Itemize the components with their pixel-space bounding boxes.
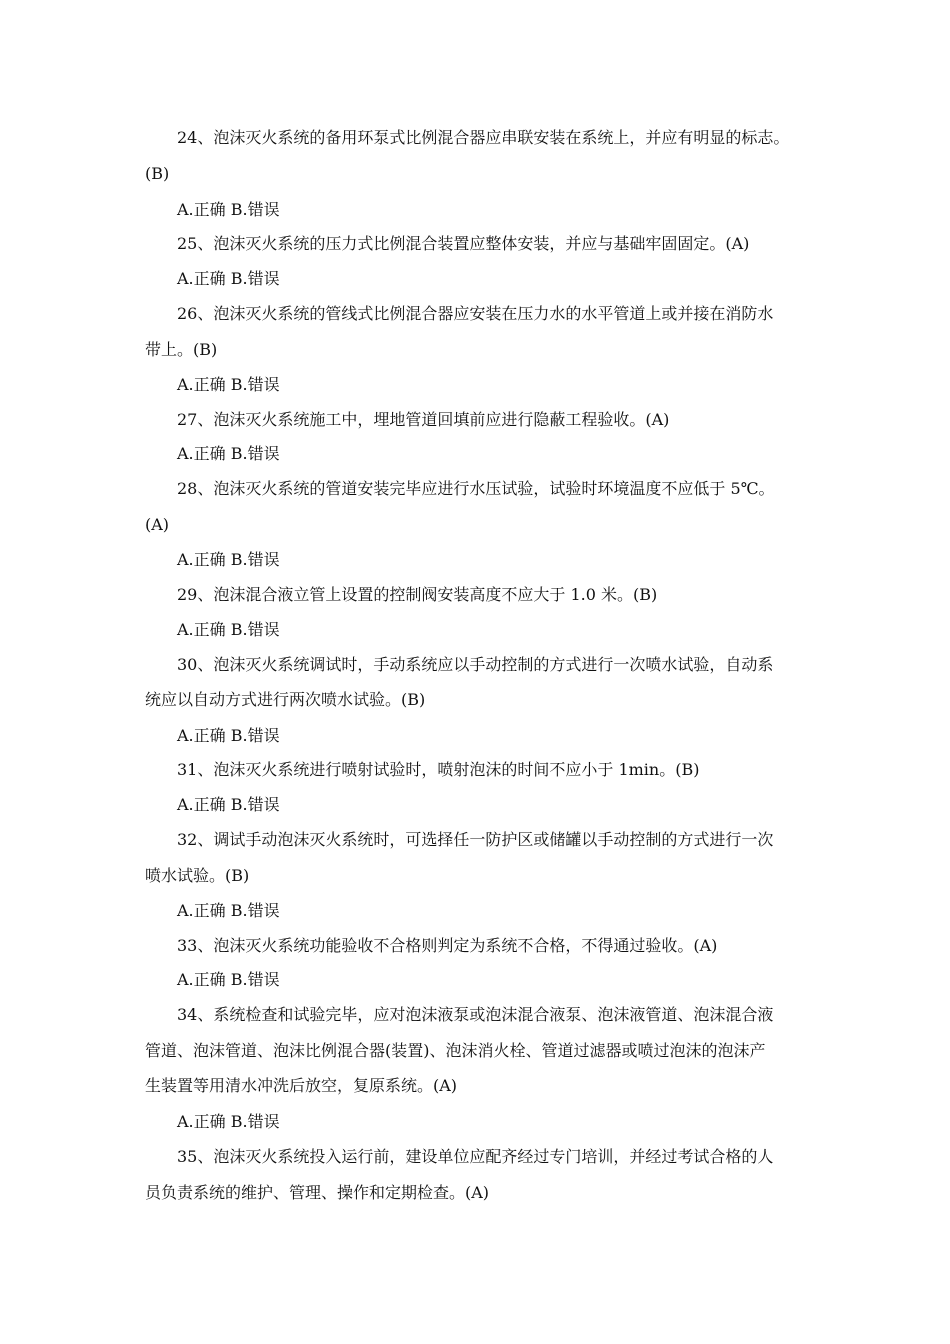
question-30-options: A.正确 B.错误 [177,726,280,745]
question-25-options: A.正确 B.错误 [177,269,280,288]
question-35-line-1: 35、泡沫灭火系统投入运行前，建设单位应配齐经过专门培训，并经过考试合格的人 [177,1147,774,1166]
question-35-line-2: 员负责系统的维护、管理、操作和定期检查。(A) [145,1183,490,1202]
question-32-line-2: 喷水试验。(B) [145,866,250,885]
question-24-options: A.正确 B.错误 [177,200,280,219]
question-34-options: A.正确 B.错误 [177,1112,280,1131]
question-31-options: A.正确 B.错误 [177,795,280,814]
question-32-options: A.正确 B.错误 [177,901,280,920]
question-34-line-2: 管道、泡沫管道、泡沫比例混合器(装置)、泡沫消火栓、管道过滤器或喷过泡沫的泡沫产 [145,1041,766,1060]
question-28-options: A.正确 B.错误 [177,550,280,569]
question-27-options: A.正确 B.错误 [177,444,280,463]
question-31-line: 31、泡沫灭火系统进行喷射试验时，喷射泡沫的时间不应小于 1min。(B) [177,760,700,779]
question-24-answer-line: (B) [145,164,170,183]
question-33-line: 33、泡沫灭火系统功能验收不合格则判定为系统不合格，不得通过验收。(A) [177,936,718,955]
question-32-line-1: 32、调试手动泡沫灭火系统时，可选择任一防护区或储罐以手动控制的方式进行一次 [177,830,774,849]
question-26-line-1: 26、泡沫灭火系统的管线式比例混合器应安装在压力水的水平管道上或并接在消防水 [177,304,774,323]
question-26-options: A.正确 B.错误 [177,375,280,394]
question-34-line-3: 生装置等用清水冲洗后放空，复原系统。(A) [145,1076,458,1095]
question-26-line-2: 带上。(B) [145,340,218,359]
question-29-line: 29、泡沫混合液立管上设置的控制阀安装高度不应大于 1.0 米。(B) [177,585,658,604]
question-27-line: 27、泡沫灭火系统施工中，埋地管道回填前应进行隐蔽工程验收。(A) [177,410,670,429]
question-29-options: A.正确 B.错误 [177,620,280,639]
question-34-line-1: 34、系统检查和试验完毕，应对泡沫液泵或泡沫混合液泵、泡沫液管道、泡沫混合液 [177,1005,774,1024]
question-33-options: A.正确 B.错误 [177,970,280,989]
question-25-line: 25、泡沫灭火系统的压力式比例混合装置应整体安装，并应与基础牢固固定。(A) [177,234,750,253]
question-28-answer-line: (A) [145,515,170,534]
question-28-line-1: 28、泡沫灭火系统的管道安装完毕应进行水压试验，试验时环境温度不应低于 5℃。 [177,479,775,498]
question-30-line-1: 30、泡沫灭火系统调试时，手动系统应以手动控制的方式进行一次喷水试验，自动系 [177,655,774,674]
question-30-line-2: 统应以自动方式进行两次喷水试验。(B) [145,690,426,709]
question-24-line-1: 24、泡沫灭火系统的备用环泵式比例混合器应串联安装在系统上，并应有明显的标志。 [177,128,790,147]
